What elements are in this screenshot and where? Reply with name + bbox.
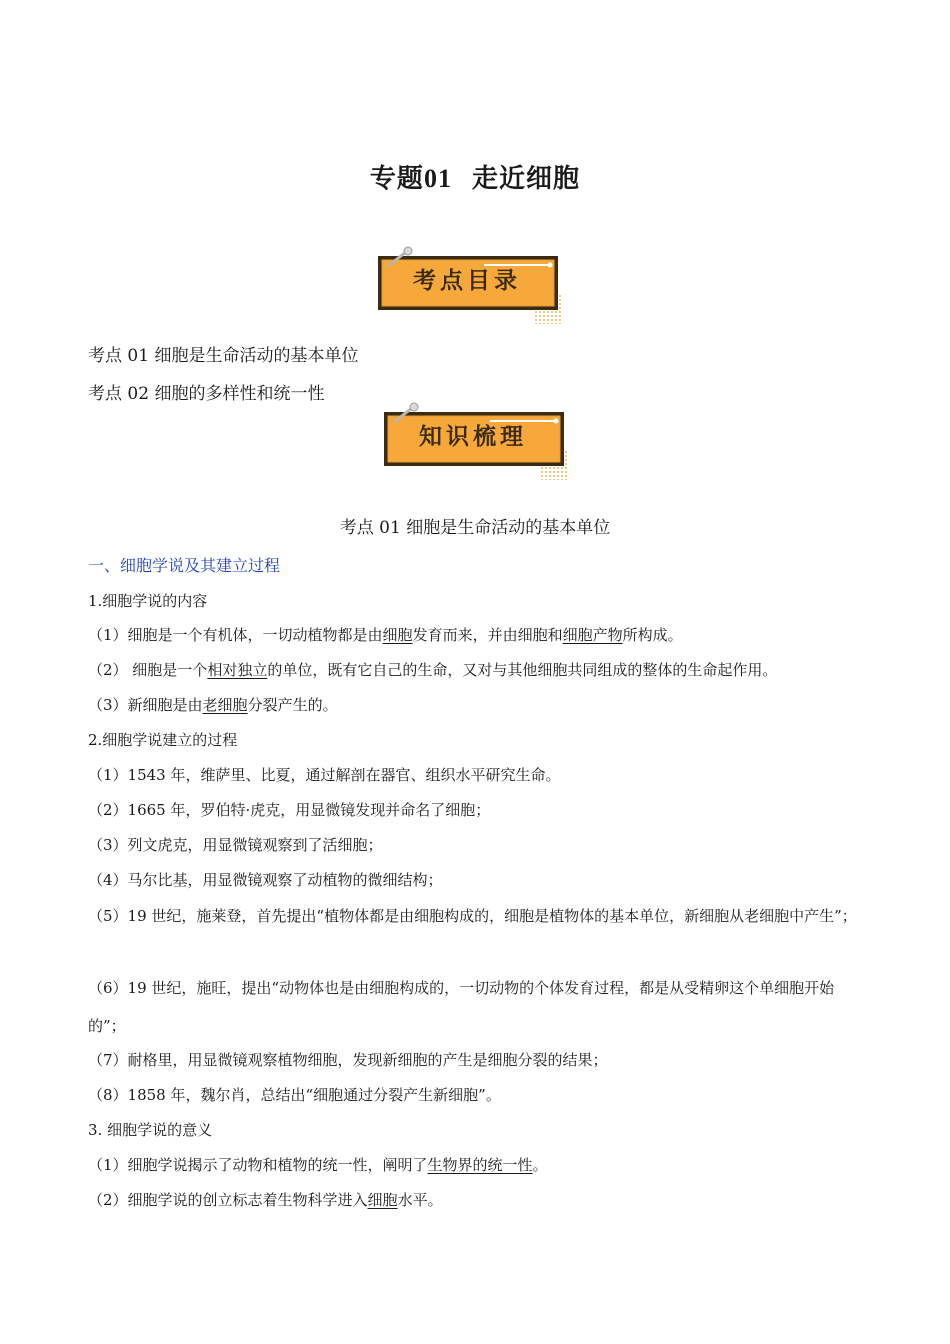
section-heading: 考点 01 细胞是生命活动的基本单位 (339, 518, 611, 538)
history-item-6: （6）19 世纪，施旺，提出“动物体也是由细胞构成的，一切动物的个体发育过程，都是从受精卵这个单细胞开始的”； (88, 979, 835, 1035)
underlined-term: 细胞 (367, 1191, 398, 1209)
history-item-3: （3）列文虎克，用显微镜观察到了活细胞； (88, 836, 383, 854)
history-item-4: （4）马尔比基，用显微镜观察了动植物的微细结构； (88, 871, 443, 889)
section-subheading: 一、细胞学说及其建立过程 (88, 556, 281, 575)
text-run: 分裂产生的。 (247, 696, 338, 714)
history-item-7: （7）耐格里，用显微镜观察植物细胞，发现新细胞的产生是细胞分裂的结果； (88, 1051, 608, 1069)
significance-item-1 (88, 1154, 868, 1176)
knowledge-badge (380, 402, 570, 478)
history-item-8: （8）1858 年，魏尔肖，总结出“细胞通过分裂产生新细胞”。 (88, 1086, 501, 1104)
toc-item-1: 考点 01 细胞是生命活动的基本单位 (88, 346, 359, 366)
content-heading-1: 1.细胞学说的内容 (88, 592, 208, 610)
history-item-2: （2）1665 年，罗伯特·虎克，用显微镜发现并命名了细胞； (88, 801, 491, 819)
text-run: 发育而来，并由细胞和 (412, 626, 563, 644)
page-title (0, 158, 950, 195)
knowledge-badge-label: 知识梳理 (419, 424, 527, 450)
toc-item-2: 考点 02 细胞的多样性和统一性 (88, 384, 325, 404)
text-run: （1）细胞学说揭示了动物和植物的统一性，阐明了 (88, 1156, 428, 1174)
text-run: 水平。 (397, 1191, 443, 1209)
history-item-1: （1）1543 年，维萨里、比夏，通过解剖在器官、组织水平研究生命。 (88, 766, 561, 784)
content-heading-2: 2.细胞学说建立的过程 (88, 731, 238, 749)
underlined-term: 生物界的统一性 (427, 1156, 533, 1174)
content-heading-3: 3. 细胞学说的意义 (88, 1121, 213, 1139)
title-subject: 走近细胞 (472, 164, 581, 194)
underlined-term: 相对独立 (207, 661, 268, 679)
history-item-5: （5）19 世纪，施莱登，首先提出“植物体都是由细胞构成的，细胞是植物体的基本单位，新细胞从老细胞中产生”； (88, 907, 857, 925)
significance-item-2 (88, 1189, 868, 1211)
title-prefix: 专题 (369, 164, 424, 194)
content-paragraph-3 (88, 694, 868, 716)
toc-badge-label: 考点目录 (413, 268, 521, 294)
underlined-term: 老细胞 (202, 696, 248, 714)
text-run: 所构成。 (622, 626, 683, 644)
content-paragraph-1 (88, 624, 868, 646)
text-run: （2） 细胞是一个 (88, 661, 208, 679)
underlined-term: 细胞 (382, 626, 413, 644)
text-run: （1）细胞是一个有机体，一切动植物都是由 (88, 626, 383, 644)
content-paragraph-2 (88, 659, 868, 681)
text-run: （2）细胞学说的创立标志着生物科学进入 (88, 1191, 368, 1209)
underlined-term: 细胞产物 (562, 626, 623, 644)
text-run: 。 (532, 1156, 548, 1174)
text-run: 的单位，既有它自己的生命，又对与其他细胞共同组成的整体的生命起作用。 (267, 661, 778, 679)
toc-badge (374, 246, 564, 322)
text-run: （3）新细胞是由 (88, 696, 203, 714)
title-number: 01 (423, 164, 452, 193)
